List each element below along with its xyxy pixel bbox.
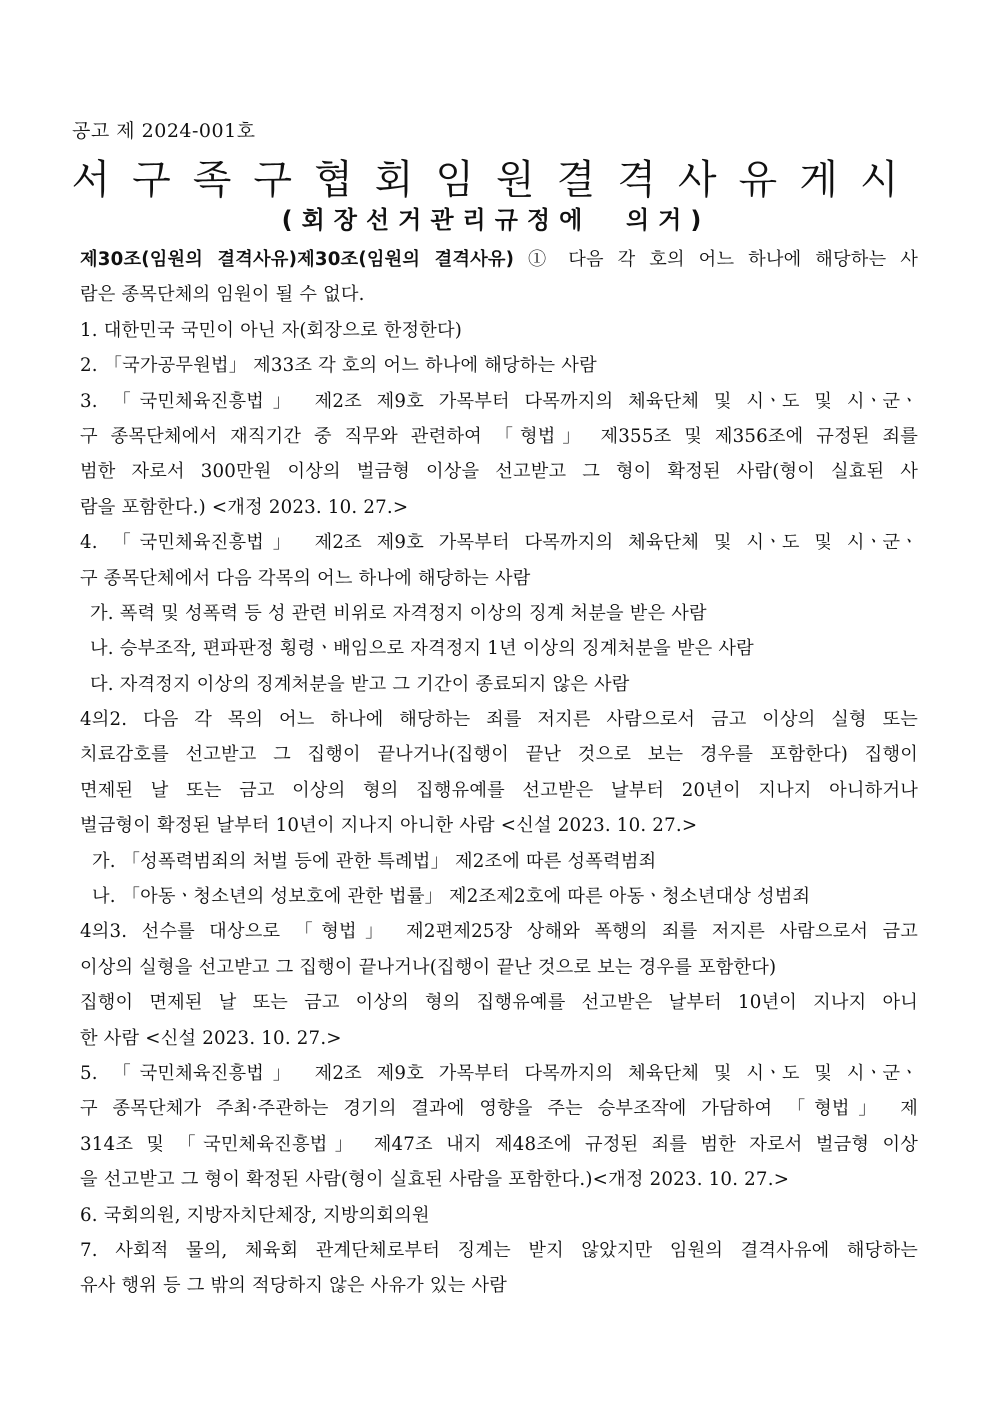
item-5: 5. 「국민체육진흥법」 제2조 제9호 가목부터 다목까지의 체육단체 및 시ㆍ도 및 시ㆍ군ㆍ xyxy=(80,1062,918,1084)
paragraph-line: 이상의 실형을 선고받고 그 집행이 끝나거나(집행이 끝난 것으로 보는 경우를 포함한다) xyxy=(80,956,777,978)
paragraph-line: 314조 및 「국민체육진흥법」 제47조 내지 제48조에 규정된 죄를 범한 자로서 벌금형 이상 xyxy=(80,1133,918,1155)
item-2: 2. 「국가공무원법」 제33조 각 호의 어느 하나에 해당하는 사람 xyxy=(80,355,597,377)
sub-item-na: 나. 승부조작, 편파판정 횡령ㆍ배임으로 자격정지 1년 이상의 징계처분을 받은 사람 xyxy=(90,638,754,660)
item-6: 6. 국회의원, 지방자치단체장, 지방의회의원 xyxy=(80,1204,430,1226)
item-4-2: 4의2. 다음 각 목의 어느 하나에 해당하는 죄를 저지른 사람으로서 금고 이상의 실형 또는 xyxy=(80,709,918,731)
document-subtitle: (회장선거관리규정에 의거) xyxy=(281,206,711,234)
sub-item-ga: 가. 「성폭력범죄의 처벌 등에 관한 특례법」 제2조에 따른 성폭력범죄 xyxy=(92,850,657,872)
sub-item-na: 나. 「아동ㆍ청소년의 성보호에 관한 법률」 제2조제2호에 따른 아동ㆍ청소년대상 성범죄 xyxy=(92,886,811,908)
paragraph-line: 면제된 날 또는 금고 이상의 형의 집행유예를 선고받은 날부터 20년이 지나지 아니하거나 xyxy=(80,779,918,801)
article-body xyxy=(80,242,918,1304)
paragraph-line: 구 종목단체에서 재직기간 중 직무와 관련하여 「형법」 제355조 및 제356조에 규정된 죄를 xyxy=(80,425,918,447)
paragraph-line: 범한 자로서 300만원 이상의 벌금형 이상을 선고받고 그 형이 확정된 사람(형이 실효된 사 xyxy=(80,461,918,483)
paragraph-line: 구 종목단체가 주최·주관하는 경기의 결과에 영향을 주는 승부조작에 가담하여 「형법」 제 xyxy=(80,1098,918,1120)
item-1: 1. 대한민국 국민이 아닌 자(회장으로 한정한다) xyxy=(80,319,463,341)
paragraph-line: 구 종목단체에서 다음 각목의 어느 하나에 해당하는 사람 xyxy=(80,567,531,589)
item-3: 3. 「국민체육진흥법」 제2조 제9호 가목부터 다목까지의 체육단체 및 시ㆍ도 및 시ㆍ군ㆍ xyxy=(80,390,918,412)
article-first-line xyxy=(80,242,918,277)
paragraph-line: 치료감호를 선고받고 그 집행이 끝나거나(집행이 끝난 것으로 보는 경우를 포함한다) 집행이 xyxy=(80,744,918,766)
document-title: 서구족구협회임원결격사유게시 xyxy=(71,157,921,203)
paragraph-line: 을 선고받고 그 형이 확정된 사람(형이 실효된 사람을 포함한다.)<개정 2023. 10. 27.> xyxy=(80,1169,790,1191)
paragraph-line: 람을 포함한다.) <개정 2023. 10. 27.> xyxy=(80,496,409,518)
item-7: 7. 사회적 물의, 체육회 관계단체로부터 징계는 받지 않았지만 임원의 결격사유에 해당하는 xyxy=(80,1239,918,1261)
paragraph-line: 람은 종목단체의 임원이 될 수 없다. xyxy=(80,284,365,306)
article-heading: 제30조(임원의 결격사유)제30조(임원의 결격사유) xyxy=(80,249,515,270)
sub-item-ga: 가. 폭력 및 성폭력 등 성 관련 비위로 자격정지 이상의 징계 처분을 받은 사람 xyxy=(90,602,707,624)
notice-number: 공고 제 2024-001호 xyxy=(72,120,256,142)
paragraph-line: ① 다음 각 호의 어느 하나에 해당하는 사 xyxy=(528,249,918,270)
sub-item-da: 다. 자격정지 이상의 징계처분을 받고 그 기간이 종료되지 않은 사람 xyxy=(90,673,630,695)
paragraph-line: 집행이 면제된 날 또는 금고 이상의 형의 집행유예를 선고받은 날부터 10년이 지나지 아니 xyxy=(80,992,918,1014)
paragraph-line: 유사 행위 등 그 밖의 적당하지 않은 사유가 있는 사람 xyxy=(80,1275,507,1297)
paragraph-line: 한 사람 <신설 2023. 10. 27.> xyxy=(80,1027,342,1049)
item-4: 4. 「국민체육진흥법」 제2조 제9호 가목부터 다목까지의 체육단체 및 시ㆍ도 및 시ㆍ군ㆍ xyxy=(80,532,918,554)
item-4-3: 4의3. 선수를 대상으로 「형법」 제2편제25장 상해와 폭행의 죄를 저지른 사람으로서 금고 xyxy=(80,921,918,943)
paragraph-line: 벌금형이 확정된 날부터 10년이 지나지 아니한 사람 <신설 2023. 10. 27.> xyxy=(80,815,698,837)
